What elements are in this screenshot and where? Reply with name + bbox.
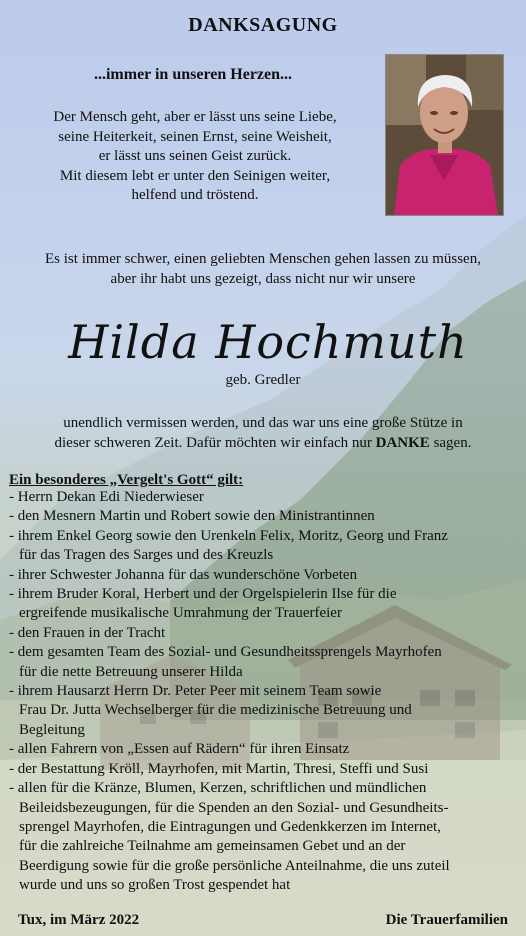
- list-item: - dem gesamten Team des Sozial- und Gesundheitssprengels Mayrhofen: [9, 644, 442, 661]
- list-item: - den Frauen in der Tracht: [9, 624, 166, 641]
- list-item-continuation: ergreifende musikalische Umrahmung der Trauerfeier: [19, 605, 342, 622]
- poem-line: helfend und tröstend.: [131, 187, 259, 203]
- list-item: - allen Fahrern von „Essen auf Rädern“ für ihren Einsatz: [9, 741, 350, 758]
- list-item: - ihrem Enkel Georg sowie den Urenkeln Felix, Moritz, Georg und Franz: [9, 527, 448, 544]
- list-item: - Herrn Dekan Edi Niederwieser: [9, 489, 204, 505]
- list-item: - den Mesnern Martin und Robert sowie den Ministrantinnen: [9, 508, 375, 525]
- list-item: - ihrer Schwester Johanna für das wunderschöne Vorbeten: [9, 566, 358, 583]
- deceased-name: Hilda Hochmuth: [68, 315, 468, 369]
- intro-line: aber ihr habt uns gezeigt, dass nicht nur wir unsere: [110, 270, 416, 287]
- closing-line: [0, 434, 526, 454]
- list-item-continuation: Begleitung: [19, 721, 85, 738]
- poem-line: er lässt uns seinen Geist zurück.: [98, 148, 292, 164]
- list-item: - ihrem Bruder Koral, Herbert und der Orgelspielerin Ilse für die: [9, 586, 397, 603]
- thanks-heading: Ein besonderes „Vergelt's Gott“ gilt:: [9, 472, 244, 488]
- page-title: DANKSAGUNG: [188, 14, 338, 36]
- poem-line: Der Mensch geht, aber er lässt uns seine Liebe,: [53, 109, 337, 125]
- list-item-continuation: für die nette Betreuung unserer Hilda: [19, 663, 243, 680]
- poem: [0, 108, 390, 206]
- intro-text: [0, 250, 526, 289]
- intro-line: Es ist immer schwer, einen geliebten Menschen gehen lassen zu müssen,: [45, 251, 481, 267]
- poem-line: seine Heiterkeit, seinen Ernst, seine Weisheit,: [58, 128, 332, 145]
- place-date: Tux, im März 2022: [18, 912, 140, 928]
- list-item-continuation: Frau Dr. Jutta Wechselberger für die medizinische Betreuung und: [19, 702, 412, 719]
- portrait-photo: [385, 54, 504, 216]
- maiden-name: geb. Gredler: [225, 372, 301, 388]
- closing-line: unendlich vermissen werden, und das war uns eine große Stütze in: [63, 415, 463, 431]
- thanks-list: [9, 488, 521, 896]
- closing-line-start: dieser schweren Zeit. Dafür möchten wir einfach nur: [54, 434, 372, 451]
- list-item-continuation: für die zahlreiche Teilnahme am gemeinsamen Gebet und an der: [19, 838, 406, 855]
- subtitle: ...immer in unseren Herzen...: [93, 66, 293, 83]
- closing-line-end: sagen.: [433, 434, 472, 451]
- list-item: - ihrem Hausarzt Herrn Dr. Peter Peer mit seinem Team sowie: [9, 683, 382, 700]
- list-item-continuation: wurde und uns so großen Trost gespendet hat: [19, 877, 291, 894]
- list-item: - der Bestattung Kröll, Mayrhofen, mit Martin, Thresi, Steffi und Susi: [9, 760, 429, 777]
- closing-text: [0, 414, 526, 453]
- signature: Die Trauerfamilien: [385, 912, 508, 928]
- thanks-word: DANKE: [375, 434, 430, 451]
- list-item: - allen für die Kränze, Blumen, Kerzen, schriftlichen und mündlichen: [9, 780, 427, 797]
- list-item-continuation: für das Tragen des Sarges und des Kreuzls: [19, 547, 274, 564]
- list-item-continuation: Beerdigung sowie für die große persönliche Anteilnahme, die uns zuteil: [19, 857, 450, 874]
- list-item-continuation: sprengel Mayrhofen, die Eintragungen und Gedenkkerzen im Internet,: [19, 818, 441, 835]
- poem-line: Mit diesem lebt er unter den Seinigen weiter,: [59, 167, 331, 184]
- list-item-continuation: Beileidsbezeugungen, für die Spenden an den Sozial- und Gesundheits-: [19, 799, 449, 816]
